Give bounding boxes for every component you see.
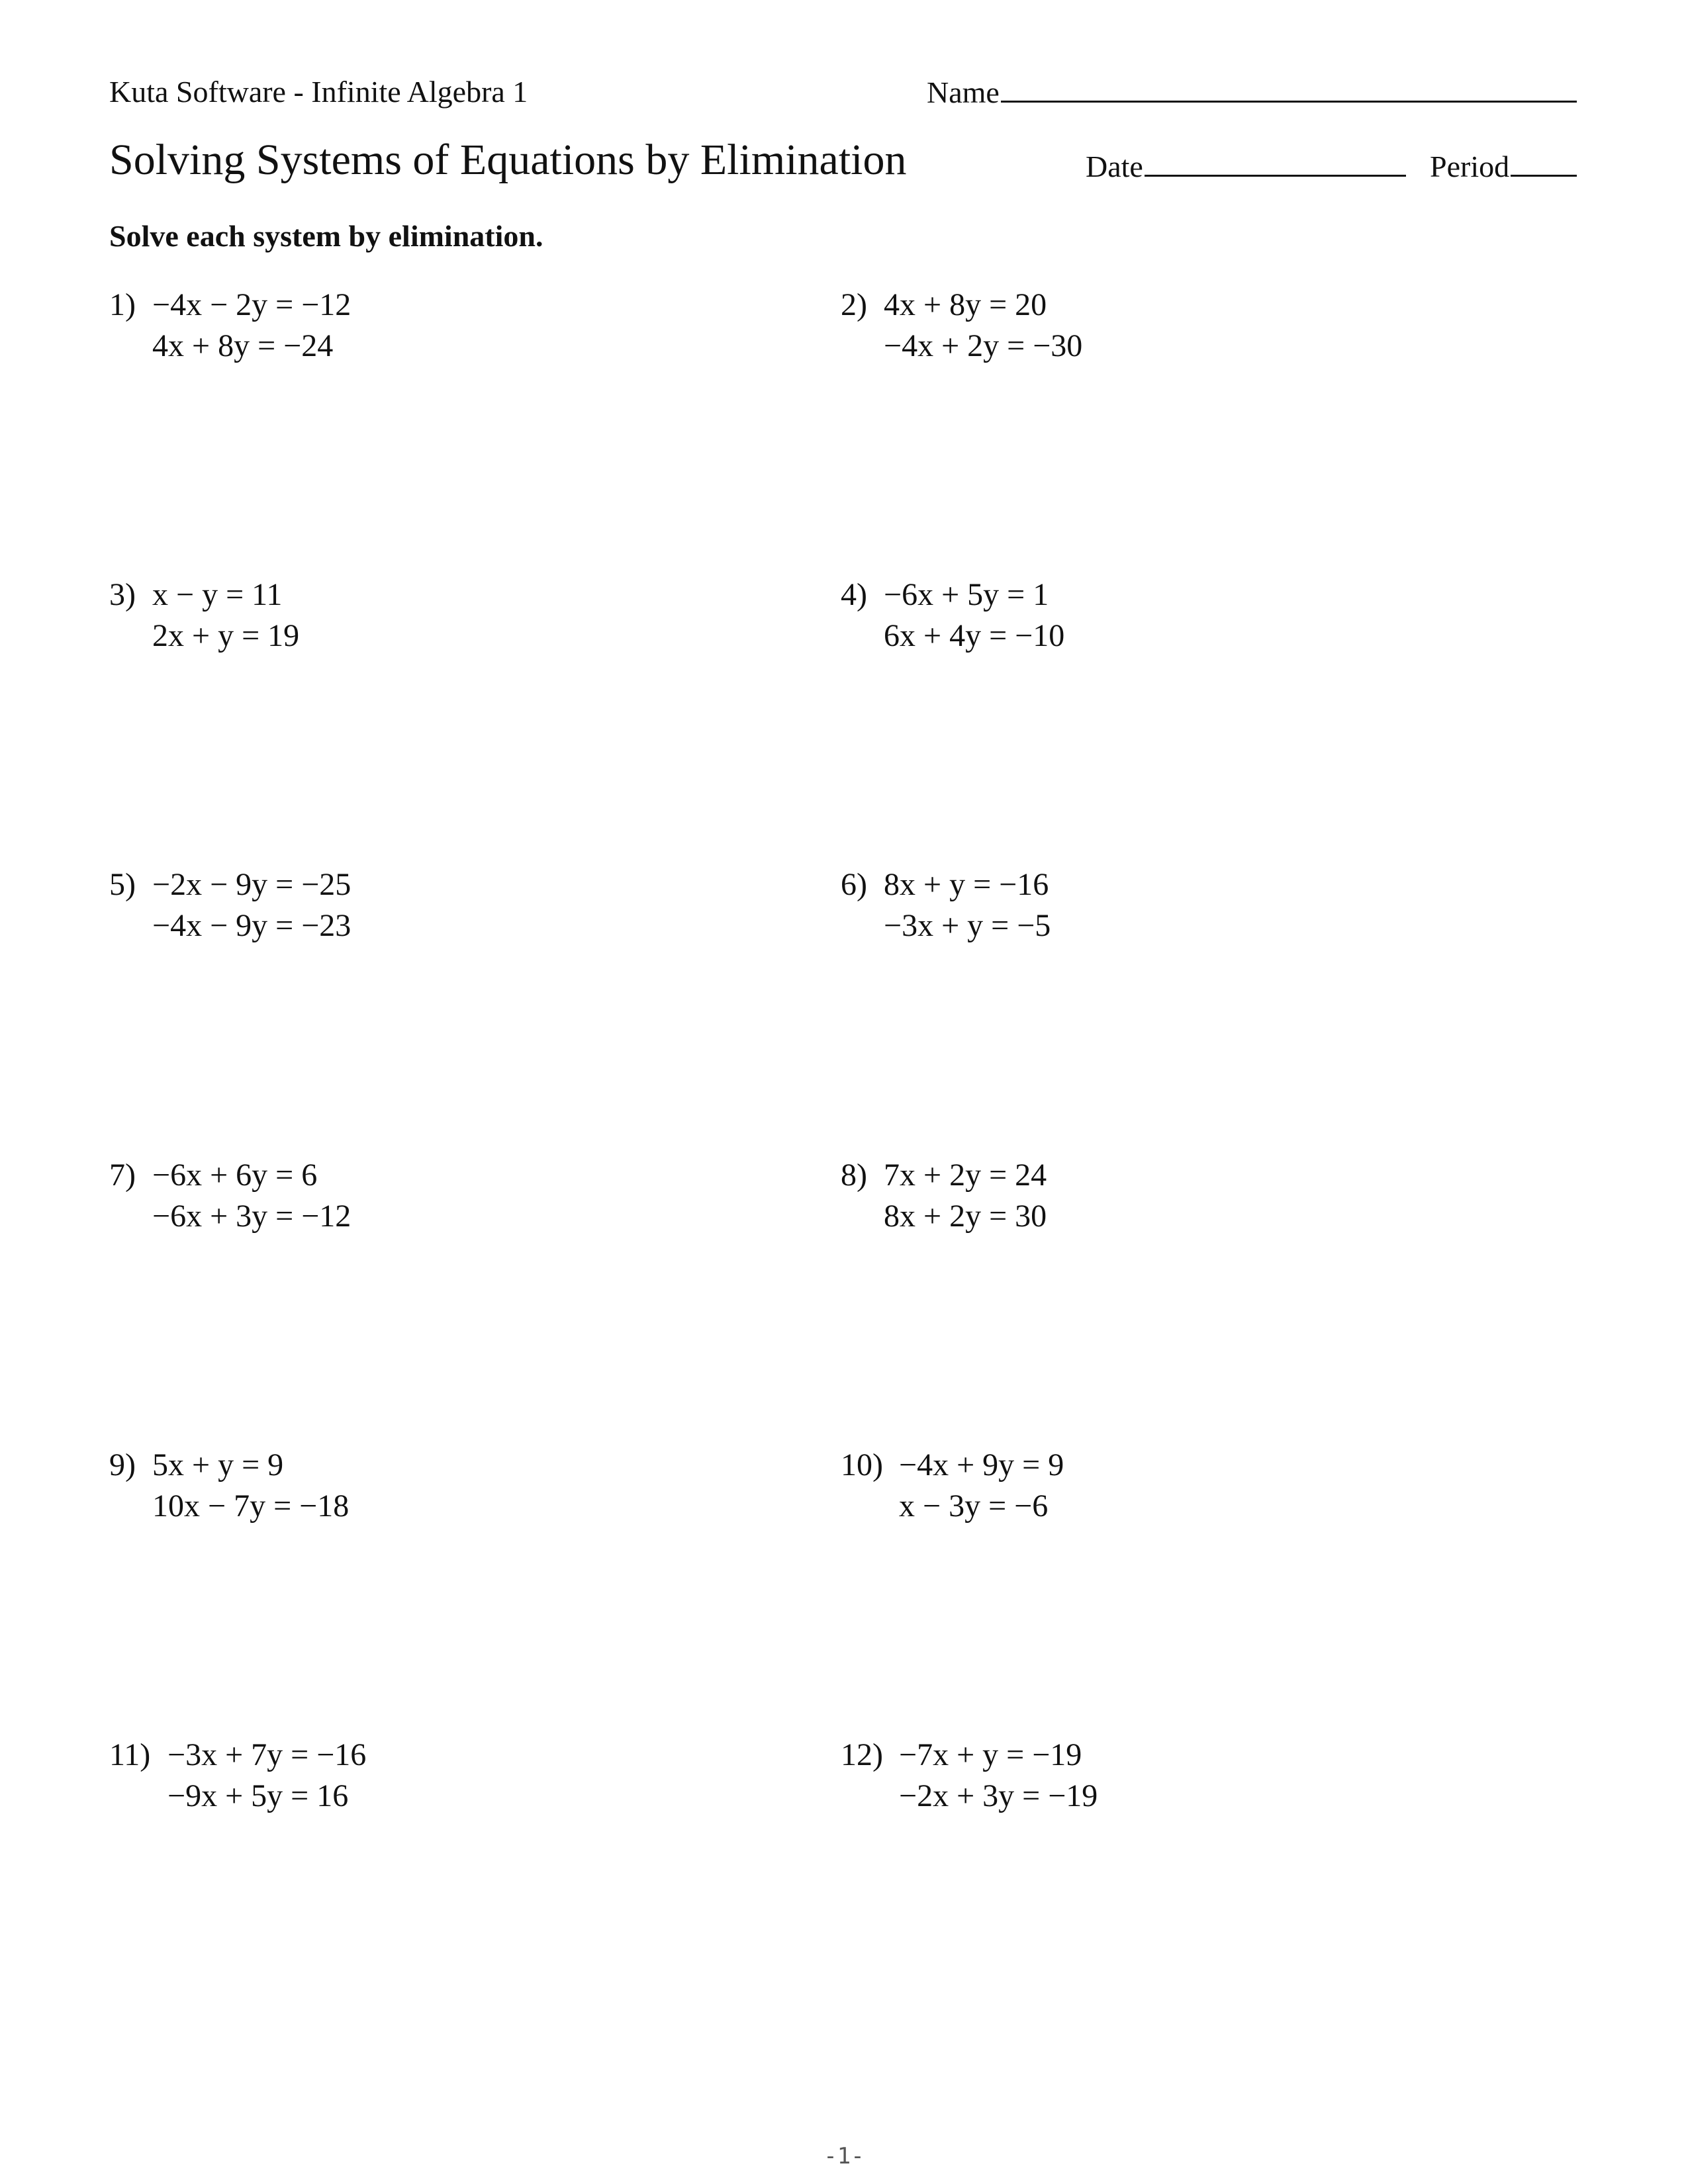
- equation-2: 4x + 8y = −24: [152, 328, 334, 363]
- equation-2: −4x + 2y = −30: [884, 328, 1083, 363]
- publisher-label: Kuta Software - Infinite Algebra 1: [109, 75, 528, 109]
- problem-number: 2): [841, 287, 867, 322]
- problem-number: 5): [109, 867, 136, 902]
- problem-number: 1): [109, 287, 136, 322]
- equation-1: 8x + y = −16: [884, 867, 1049, 902]
- instructions: Solve each system by elimination.: [109, 219, 543, 253]
- equation-2: 10x − 7y = −18: [152, 1488, 350, 1524]
- page-number: -1-: [823, 2143, 865, 2169]
- period-label: Period: [1430, 150, 1510, 183]
- equation-1: 5x + y = 9: [152, 1447, 284, 1482]
- equation-1: −4x − 2y = −12: [152, 287, 352, 322]
- problem-number: 10): [841, 1447, 883, 1482]
- period-field[interactable]: [1430, 148, 1577, 184]
- name-blank-line[interactable]: [1001, 74, 1577, 103]
- equation-1: −7x + y = −19: [899, 1737, 1082, 1772]
- problem-number: 9): [109, 1447, 136, 1482]
- equation-2: −2x + 3y = −19: [899, 1778, 1098, 1813]
- problem-number: 12): [841, 1737, 883, 1772]
- page-title: Solving Systems of Equations by Elimination: [109, 136, 907, 184]
- equation-2: 2x + y = 19: [152, 618, 300, 653]
- equation-2: x − 3y = −6: [899, 1488, 1049, 1524]
- equation-2: 6x + 4y = −10: [884, 618, 1065, 653]
- equation-2: −4x − 9y = −23: [152, 908, 352, 943]
- equation-2: 8x + 2y = 30: [884, 1199, 1047, 1234]
- name-field[interactable]: [927, 74, 1577, 110]
- equation-1: −4x + 9y = 9: [899, 1447, 1064, 1482]
- equation-2: −6x + 3y = −12: [152, 1199, 352, 1234]
- date-label: Date: [1086, 150, 1143, 183]
- equation-2: −3x + y = −5: [884, 908, 1051, 943]
- equation-1: −6x + 5y = 1: [884, 577, 1049, 612]
- problem-number: 6): [841, 867, 867, 902]
- equation-1: x − y = 11: [152, 577, 283, 612]
- problem-number: 3): [109, 577, 136, 612]
- problem-number: 7): [109, 1158, 136, 1193]
- date-blank-line[interactable]: [1145, 148, 1406, 177]
- equation-1: 7x + 2y = 24: [884, 1158, 1047, 1193]
- date-field[interactable]: [1086, 148, 1406, 184]
- name-label: Name: [927, 75, 1000, 109]
- problem-number: 4): [841, 577, 867, 612]
- problem-number: 8): [841, 1158, 867, 1193]
- equation-2: −9x + 5y = 16: [167, 1778, 349, 1813]
- equation-1: 4x + 8y = 20: [884, 287, 1047, 322]
- period-blank-line[interactable]: [1511, 148, 1577, 177]
- equation-1: −2x − 9y = −25: [152, 867, 352, 902]
- equation-1: −3x + 7y = −16: [167, 1737, 367, 1772]
- equation-1: −6x + 6y = 6: [152, 1158, 318, 1193]
- problem-number: 11): [109, 1737, 151, 1772]
